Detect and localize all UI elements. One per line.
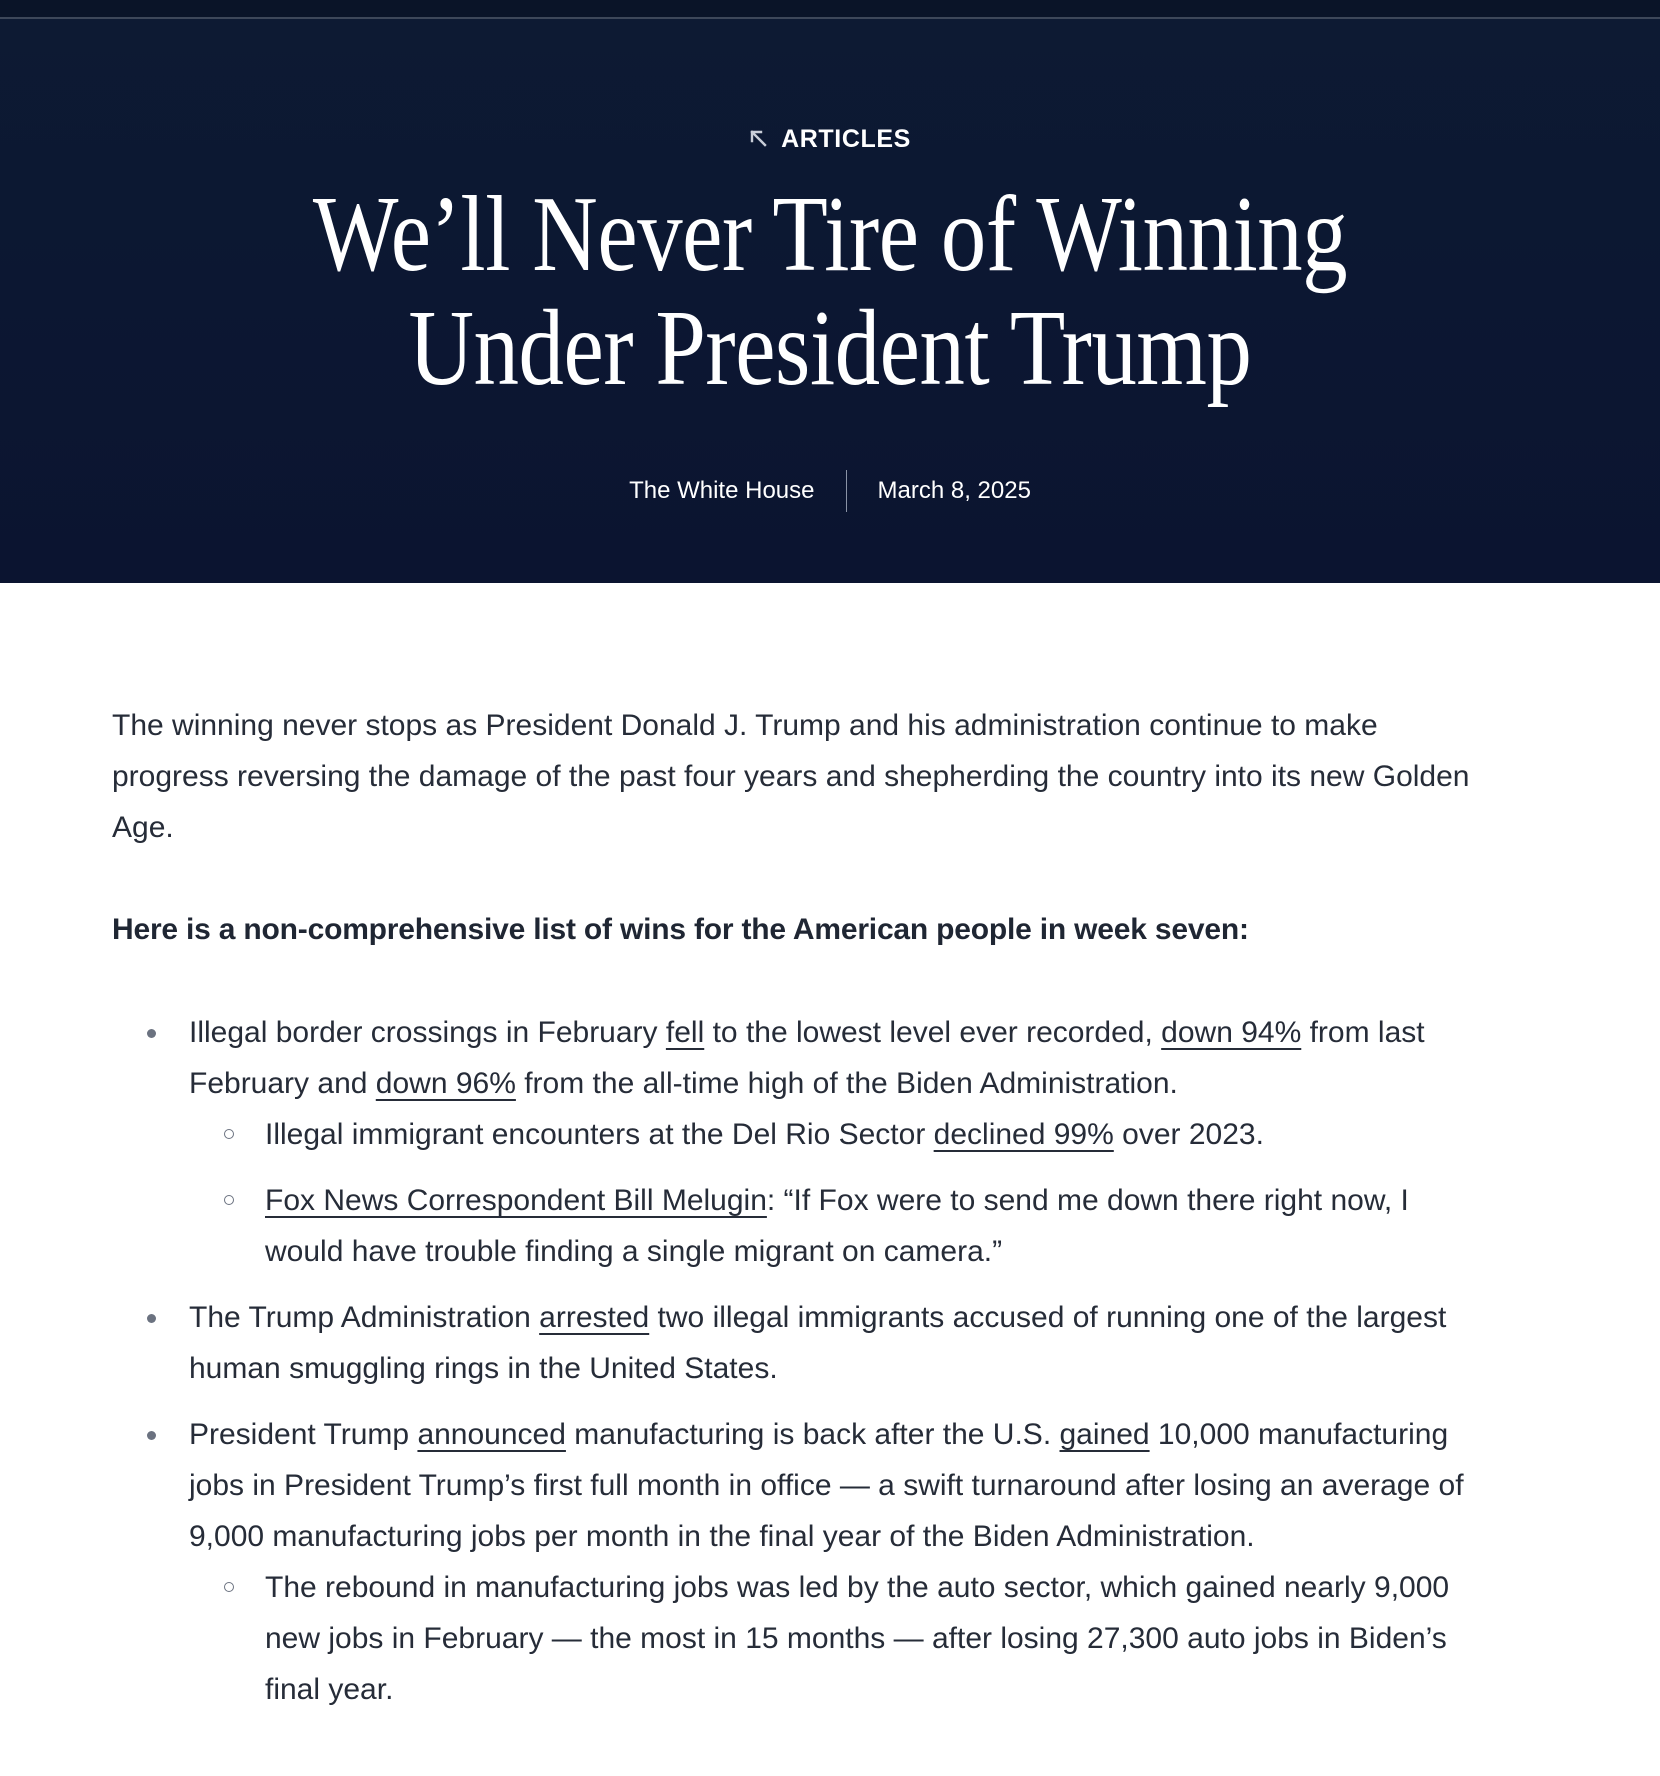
list-item-border xyxy=(112,1007,1492,1277)
text: manufacturing is back after the U.S. xyxy=(565,1418,1060,1451)
articles-label: ARTICLES xyxy=(781,124,911,153)
articles-category-link[interactable] xyxy=(0,122,1660,156)
article-body xyxy=(112,700,1492,1730)
wins-list xyxy=(112,1007,1492,1715)
text: from last February and xyxy=(189,1016,1425,1100)
link-arrested[interactable]: arrested xyxy=(539,1301,650,1334)
list-item-manufacturing xyxy=(112,1409,1492,1715)
link-gained[interactable]: gained xyxy=(1059,1418,1150,1451)
text: two illegal immigrants accused of running one of the largest human smuggling rings in the United States. xyxy=(189,1301,1447,1385)
text: The Trump Administration xyxy=(189,1301,540,1334)
page-title xyxy=(284,175,1376,408)
text: 10,000 manufacturing jobs in President Trump’s first full month in office — a swift turnaround after losing an average of 9,000 manufacturing jobs per month in the final year of the Biden Administration. xyxy=(189,1418,1464,1553)
link-down-94[interactable]: down 94% xyxy=(1161,1016,1302,1049)
author: The White House xyxy=(629,477,815,504)
list-heading: Here is a non-comprehensive list of wins for the American people in week seven: xyxy=(112,913,1249,946)
publish-date: March 8, 2025 xyxy=(877,477,1031,504)
link-fell[interactable]: fell xyxy=(665,1016,705,1049)
title-line-1: We’ll Never Tire of Winning xyxy=(312,175,1348,294)
text: Illegal immigrant encounters at the Del Rio Sector xyxy=(265,1118,934,1151)
byline-divider xyxy=(846,470,847,512)
link-bill-melugin[interactable]: Fox News Correspondent Bill Melugin xyxy=(265,1184,767,1217)
intro-paragraph: The winning never stops as President Donald J. Trump and his administration continue to make progress reversing the damage of the past four years and shepherding the country into its new Golden Age. xyxy=(112,709,1470,844)
text: President Trump xyxy=(189,1418,418,1451)
sub-list xyxy=(189,1109,1492,1277)
link-announced[interactable]: announced xyxy=(417,1418,566,1451)
arrow-up-left-icon xyxy=(749,129,769,149)
article-header xyxy=(0,0,1660,583)
title-line-2: Under President Trump xyxy=(408,289,1252,408)
text: : “If Fox were to send me down there right now, I would have trouble finding a single migrant on camera.” xyxy=(265,1184,1409,1268)
byline xyxy=(0,470,1660,512)
sub-list xyxy=(189,1562,1492,1715)
text: to the lowest level ever recorded, xyxy=(704,1016,1162,1049)
text: Illegal border crossings in February xyxy=(189,1016,666,1049)
link-down-96[interactable]: down 96% xyxy=(375,1067,516,1100)
text: from the all-time high of the Biden Administration. xyxy=(515,1067,1178,1100)
link-declined-99[interactable]: declined 99% xyxy=(933,1118,1114,1151)
sub-item-fox-news xyxy=(189,1175,1492,1277)
sub-item-auto-sector xyxy=(189,1562,1492,1715)
text: The rebound in manufacturing jobs was led by the auto sector, which gained nearly 9,000 new jobs in February — the most in 15 months — after losing 27,300 auto jobs in Biden’s final year. xyxy=(265,1571,1450,1706)
sub-item-del-rio xyxy=(189,1109,1492,1160)
list-item-smuggling xyxy=(112,1292,1492,1394)
text: over 2023. xyxy=(1113,1118,1264,1151)
top-bar xyxy=(0,0,1660,19)
